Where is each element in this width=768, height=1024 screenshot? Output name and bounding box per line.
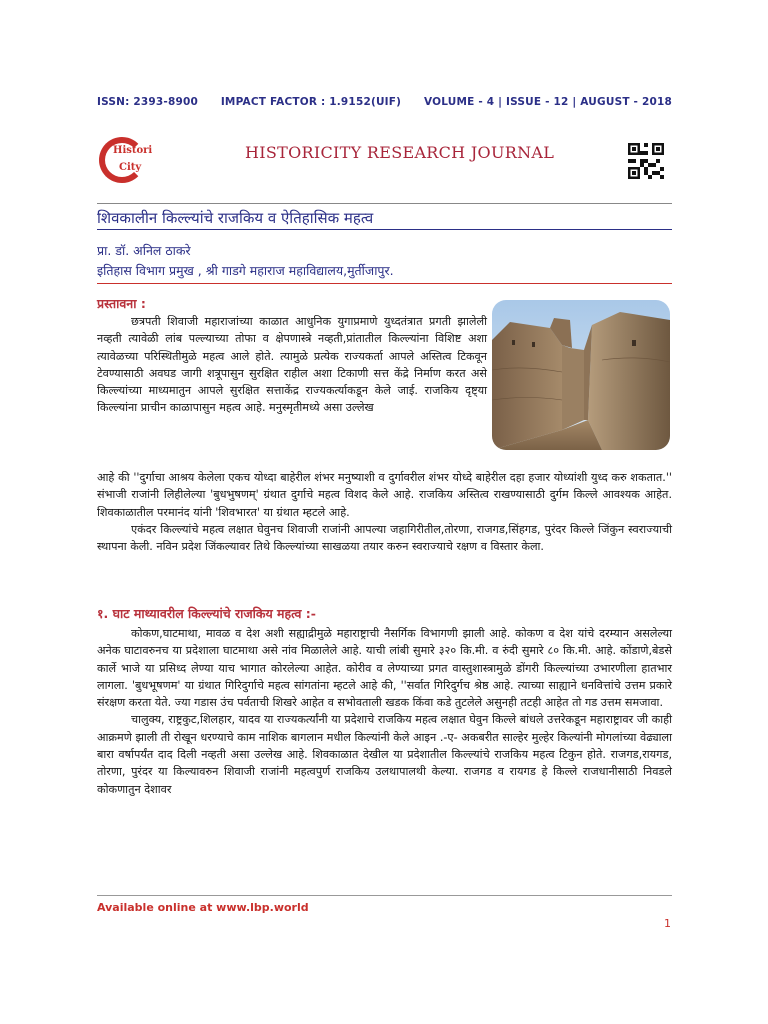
section-1-para-2: चालुक्य, राष्ट्रकुट,शिलहार, यादव या राज्यकर्त्यांनी या प्रदेशाचे राजकिय महत्व लक्षात घेवुन किल्ले बांधले उत्तरेकडून महाराष्ट्रावर जी काही आक्रमणे झाली ती रोखून धरण्याचे काम नाशिक बागलान मधील किल्यांनी केले आइन .-ए- अकबरीत साल्हेर मुल्हेर किल्यांनी मोगलांच्या वेढ्याला बारा वर्षापर्यंत दाद दिली नव्हती असा उल्लेख आहे. शिवकाळात देखील या प्रदेशातील किल्ल्यांचे राजकिय महत्व टिकुन होते. राजगड,रायगड, तोरणा, पुरंदर या किल्यावरुन शिवाजी राजांनी महत्वपुर्ण राजकिय उलथापालथी केल्या. राजगड व रायगड हे किल्ले राजधानीसाठी निवडले कोकणातुन देशावर [97,713,672,796]
intro-para-1-part-1: छत्रपती शिवाजी महाराजांच्या काळात आधुनिक युगाप्रमाणे युध्दतंत्रात प्रगती झालेली नव्हती त्यावेळी लांब पल्ल्याच्या तोफा व क्षेपणास्त्रे नव्हती,प्रांतातील किल्ल्यांना विशिष्ट अशा त्यावेळच्या परिस्थितीमुळे महत्व आले होते. त्यामुळे प्रत्येक राज्यकर्ता आपले अस्तित्व टिकवून टेवण्यासाठी अवघड जागी शत्रूपासुन सुरक्षित राहील अशा टिकाणी सत्त केंद्रे निर्माण करत असे किल्ल्यांच्या माध्यमातुन आपले सुरक्षित सत्ताकेंद्र राज्यकर्त्याकडून केले जाई. राजकिय दृष्ट्या किल्ल्यांना प्राचीन काळापासुन महत्व आहे. मनुस्मृतीमध्ये असा उल्लेख [97,315,487,415]
author-affiliation: इतिहास विभाग प्रमुख , श्री गाडगे महाराज महाविद्यालय,मुर्तीजापुर. [97,263,394,278]
section-1-body [97,625,672,798]
journal-header-bar [97,96,672,108]
fort-photograph [492,300,670,450]
intro-body [97,469,672,555]
affiliation-rule [97,283,672,284]
title-rule-top [97,203,672,204]
impact-factor-text: IMPACT FACTOR : 1.9152(UIF) [220,96,402,108]
issn-text: ISSN: 2393-8900 [97,96,199,108]
footer-rule [97,895,672,896]
logo-line-2: City [119,162,142,173]
intro-heading: प्रस्तावना : [97,296,146,311]
qr-code-icon [628,142,664,180]
intro-para-1-part-2: आहे की ''दुर्गाचा आश्रय केलेला एकच योध्दा बाहेरील शंभर मनुष्याशी व दुर्गावरील शंभर योध्दे बाहेरील दहा हजार योध्यांशी युध्द करु शकतात.'' संभाजी राजांनी लिहीलेल्या 'बुधभुषणम्' ग्रंथात दुर्गाचे महत्व विशद केले आहे. राजकिय अस्तित्व राखण्यासाठी दुर्गम किल्ले आवश्यक आहेत. शिवकाळातील परमानंद यांनी 'शिवभारत' या ग्रंथात म्हटले आहे. [97,471,672,519]
logo-line-1: Histori [113,145,153,156]
section-1-para-1: कोकण,घाटमाथा, मावळ व देश अशी सह्याद्रीमुळे महाराष्ट्राची नैसर्गिक विभागणी झाली आहे. कोकण व देश यांचे दरम्यान असलेल्या अनेक घाटावरुनच या प्रदेशाला घाटमाथा असे नांव मिळालेले आहे. याची लांबी सुमारे ३२० कि.मी. व रुंदी सुमारे ८० कि.मी. आहे. कोंडाणे,बेडसे कार्ले भाजे या प्रसिध्द लेण्या याच भागात कोरलेल्या आहेत. कोरीव व लेण्याच्या प्रगत वास्तुशास्त्रामुळे डोंगरी किल्ल्यांच्या उभारणीला हातभार लागला. 'बुधभूषणम' या ग्रंथात गिरिदुर्गाचे महत्व सांगतांना म्हटले आहे की, ''सर्वात गिरिदुर्गच श्रेष्ठ आहे. त्याच्या साह्याने धनवित्तांचे उत्तम प्रकारे संरक्षण करता येते. ज्या गडास उंच पर्वताची शिखरे आहेत व सभोवताली खडक किंवा कडे तुटलेले असुनही तटही आहेत तो गड उत्तम समजावा. [97,627,672,710]
intro-wrapped-paragraph [97,313,487,417]
article-title: शिवकालीन किल्ल्यांचे राजकिय व ऐतिहासिक महत्व [97,209,374,227]
title-rule-bottom [97,229,672,230]
journal-title: HISTORICITY RESEARCH JOURNAL [245,143,555,162]
author-name: प्रा. डॉ. अनिल ठाकरे [97,243,191,258]
historicity-logo [99,137,151,185]
section-1-heading: १. घाट माथ्यावरील किल्ल्यांचे राजकिय महत्व :- [97,606,316,621]
available-online-link[interactable]: Available online at www.lbp.world [97,901,309,914]
page-number: 1 [664,917,671,930]
volume-issue-text: VOLUME - 4 | ISSUE - 12 | AUGUST - 2018 [423,96,672,108]
logo-c-mark [99,137,145,183]
intro-para-2: एकंदर किल्ल्यांचे महत्व लक्षात घेवुनच शिवाजी राजांनी आपल्या जहागिरीतील,तोरणा, राजगड,सिंहगड, पुरंदर किल्ले जिंकुन स्वराज्याची स्थापना केली. नविन प्रदेश जिंकल्यावर तिथे किल्ल्यांच्या साखळया तयार करुन स्वराज्याचे रक्षण व विस्तार केला. [97,522,672,554]
